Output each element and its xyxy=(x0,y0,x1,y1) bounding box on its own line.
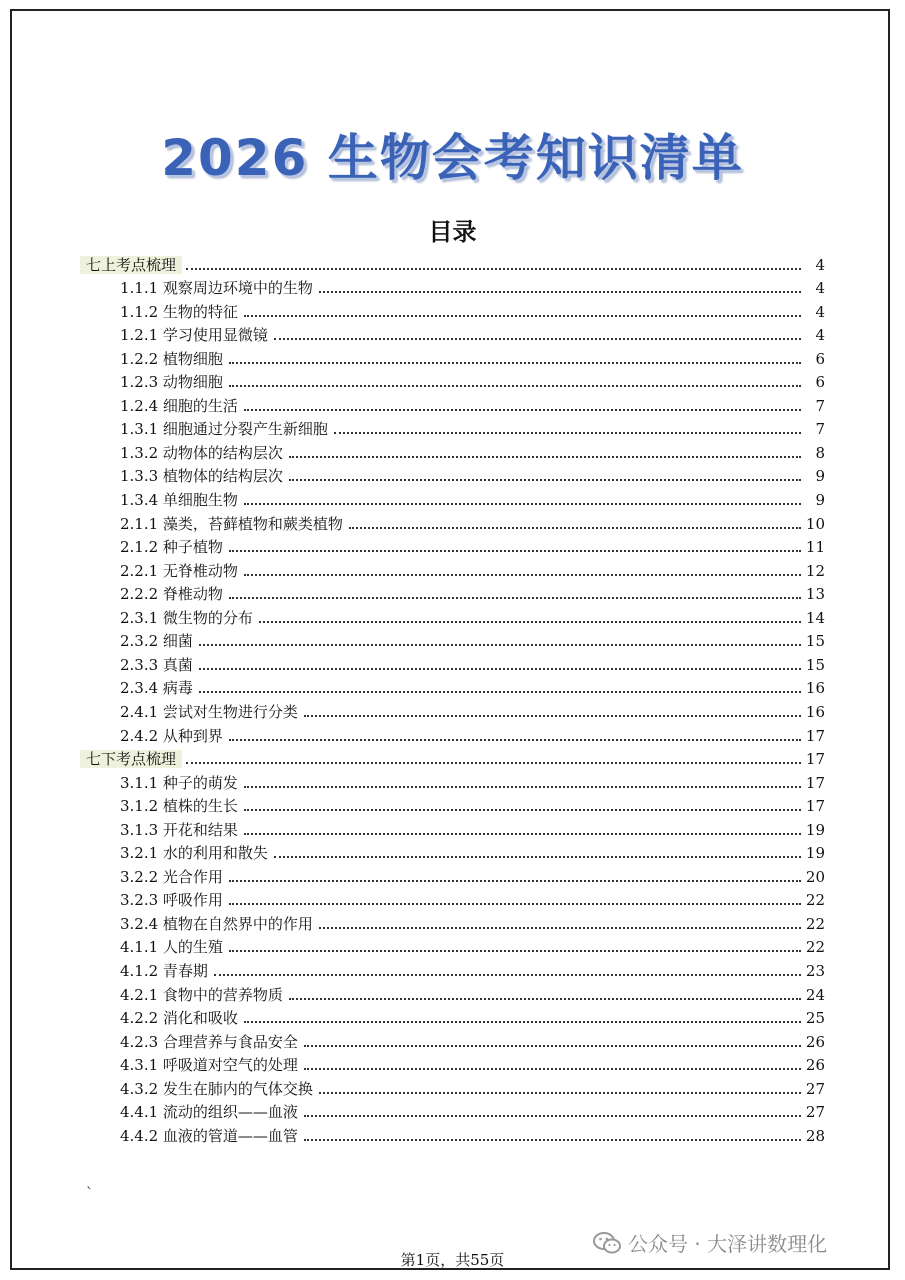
toc-entry-row[interactable] xyxy=(120,1121,825,1145)
dot-leader xyxy=(199,690,801,693)
toc-page-number: 19 xyxy=(805,844,825,863)
toc-page-number: 7 xyxy=(815,396,825,415)
toc-entry-label: 2.3.1 微生物的分布 xyxy=(120,608,253,627)
toc-entry-row[interactable] xyxy=(120,627,825,651)
dot-leader xyxy=(304,1044,801,1047)
document-title: 2026 生物会考知识清单 xyxy=(161,129,744,187)
toc-entry-row[interactable] xyxy=(120,1004,825,1028)
toc-entry-label: 2.2.2 脊椎动物 xyxy=(120,585,223,604)
toc-page-number: 10 xyxy=(805,514,825,533)
toc-entry-row[interactable] xyxy=(120,391,825,415)
dot-leader xyxy=(186,761,801,764)
toc-entry-label: 4.4.1 流动的组织——血液 xyxy=(120,1103,298,1122)
toc-section-row[interactable] xyxy=(80,745,825,769)
toc-entry-label: 4.2.3 合理营养与食品安全 xyxy=(120,1032,298,1051)
toc-page-number: 22 xyxy=(805,891,825,910)
toc-entry-row[interactable] xyxy=(120,862,825,886)
toc-entry-row[interactable] xyxy=(120,533,825,557)
dot-leader xyxy=(229,879,801,882)
dot-leader xyxy=(304,1138,801,1141)
toc-entry-label: 1.2.2 植物细胞 xyxy=(120,349,223,368)
toc-entry-label: 2.4.1 尝试对生物进行分类 xyxy=(120,702,298,721)
toc-entry-label: 2.2.1 无脊椎动物 xyxy=(120,561,238,580)
toc-page-number: 17 xyxy=(805,797,825,816)
toc-page-number: 26 xyxy=(805,1056,825,1075)
toc-entry-row[interactable] xyxy=(120,721,825,745)
toc-page-number: 17 xyxy=(805,750,825,769)
toc-page-number: 11 xyxy=(805,538,825,557)
toc-entry-label: 1.2.4 细胞的生活 xyxy=(120,396,238,415)
toc-entry-row[interactable] xyxy=(120,486,825,510)
toc-page-number: 14 xyxy=(805,608,825,627)
dot-leader xyxy=(244,1020,801,1023)
dot-leader xyxy=(319,290,801,293)
toc-entry-row[interactable] xyxy=(120,886,825,910)
toc-entry-label: 1.1.1 观察周边环境中的生物 xyxy=(120,279,313,298)
toc-entry-row[interactable] xyxy=(120,957,825,981)
toc-page-number: 7 xyxy=(815,420,825,439)
dot-leader xyxy=(229,738,801,741)
toc-entry-label: 3.1.1 种子的萌发 xyxy=(120,773,238,792)
toc-page-number: 9 xyxy=(815,491,825,509)
toc-entry-label: 3.2.2 光合作用 xyxy=(120,867,223,886)
dot-leader xyxy=(319,1091,801,1094)
toc-entry-label: 3.2.1 水的利用和散失 xyxy=(120,844,268,863)
toc-section-row[interactable] xyxy=(80,250,825,274)
toc-page-number: 16 xyxy=(805,702,825,721)
toc-page-number: 9 xyxy=(815,467,825,486)
toc-entry-row[interactable] xyxy=(120,768,825,792)
toc-entry-label: 1.2.3 动物细胞 xyxy=(120,373,223,392)
dot-leader xyxy=(304,1067,801,1070)
dot-leader xyxy=(229,902,801,905)
toc-page-number: 6 xyxy=(815,349,825,368)
dot-leader xyxy=(229,361,801,364)
toc-entry-label: 1.3.2 动物体的结构层次 xyxy=(120,443,283,462)
toc-entry-label: 1.3.3 植物体的结构层次 xyxy=(120,467,283,486)
dot-leader xyxy=(244,502,801,505)
toc-entry-label: 1.3.4 单细胞生物 xyxy=(120,491,238,509)
toc-page-number: 13 xyxy=(805,585,825,604)
dot-leader xyxy=(186,267,801,270)
toc-entry-label: 3.1.2 植株的生长 xyxy=(120,797,238,816)
toc-page-number: 17 xyxy=(805,726,825,745)
dot-leader xyxy=(334,431,801,434)
toc-page-number: 8 xyxy=(815,443,825,462)
toc-entry-label: 4.1.1 人的生殖 xyxy=(120,938,223,957)
toc-entry-row[interactable] xyxy=(120,980,825,1004)
toc-heading: 目录 xyxy=(428,218,477,246)
toc-entry-row[interactable] xyxy=(120,697,825,721)
dot-leader xyxy=(289,455,801,458)
page-footer: 第1页，共55页 xyxy=(400,1251,505,1269)
toc-entry-row[interactable] xyxy=(120,1098,825,1122)
toc-entry-label: 3.2.3 呼吸作用 xyxy=(120,891,223,910)
toc-entry-label: 1.1.2 生物的特征 xyxy=(120,302,238,321)
dot-leader xyxy=(319,926,801,929)
dot-leader xyxy=(289,997,801,1000)
toc-entry-row[interactable] xyxy=(120,344,825,368)
toc-entry-row[interactable] xyxy=(120,438,825,462)
toc-entry-label: 4.4.2 血液的管道——血管 xyxy=(120,1126,298,1145)
dot-leader xyxy=(274,337,801,340)
toc-entry-row[interactable] xyxy=(120,1074,825,1098)
toc-page-number: 22 xyxy=(805,914,825,933)
toc-page-number: 17 xyxy=(805,773,825,792)
toc-entry-row[interactable] xyxy=(120,650,825,674)
dot-leader xyxy=(349,526,801,529)
toc-page-number: 15 xyxy=(805,655,825,674)
toc-entry-row[interactable] xyxy=(120,321,825,345)
toc-entry-label: 七上考点梳理 xyxy=(80,256,182,274)
toc-entry-label: 3.2.4 植物在自然界中的作用 xyxy=(120,914,313,933)
dot-leader xyxy=(229,596,801,599)
toc-entry-row[interactable] xyxy=(120,1027,825,1051)
toc-entry-row[interactable] xyxy=(120,415,825,439)
toc-entry-label: 4.3.2 发生在肺内的气体交换 xyxy=(120,1079,313,1098)
toc-page-number: 12 xyxy=(805,561,825,580)
toc-entry-row[interactable] xyxy=(120,909,825,933)
toc-entry-row[interactable] xyxy=(120,580,825,604)
toc-entry-row[interactable] xyxy=(120,603,825,627)
toc-page-number: 27 xyxy=(805,1079,825,1098)
dot-leader xyxy=(304,1114,801,1117)
dot-leader xyxy=(244,573,801,576)
toc-entry-row[interactable] xyxy=(120,933,825,957)
toc-entry-row[interactable] xyxy=(120,368,825,392)
toc-page-number: 24 xyxy=(805,985,825,1004)
toc-entry-row[interactable] xyxy=(120,274,825,298)
dot-leader xyxy=(229,949,801,952)
toc-page-number: 6 xyxy=(815,373,825,392)
toc-entry-row[interactable] xyxy=(120,509,825,533)
toc-entry-row[interactable] xyxy=(120,839,825,863)
dot-leader xyxy=(244,832,801,835)
toc-page-number: 25 xyxy=(805,1009,825,1028)
toc-entry-label: 七下考点梳理 xyxy=(80,750,182,768)
dot-leader xyxy=(244,808,801,811)
toc-entry-label: 2.4.2 从种到界 xyxy=(120,726,223,745)
dot-leader xyxy=(214,973,801,976)
toc-entry-row[interactable] xyxy=(120,462,825,486)
toc-entry-label: 2.1.2 种子植物 xyxy=(120,538,223,557)
toc-page-number: 23 xyxy=(805,962,825,980)
toc-page-number: 19 xyxy=(805,820,825,839)
toc-entry-label: 3.1.3 开花和结果 xyxy=(120,820,238,839)
dot-leader xyxy=(229,549,801,552)
dot-leader xyxy=(244,314,801,317)
toc-entry-label: 4.3.1 呼吸道对空气的处理 xyxy=(120,1056,298,1075)
toc-page-number: 4 xyxy=(815,302,825,321)
toc-entry-label: 2.3.3 真菌 xyxy=(120,655,193,674)
toc-entry-row[interactable] xyxy=(120,792,825,816)
toc-entry-label: 4.2.2 消化和吸收 xyxy=(120,1009,238,1028)
toc-entry-row[interactable] xyxy=(120,674,825,698)
toc-entry-label: 4.1.2 青春期 xyxy=(120,962,208,980)
stray-mark: ` xyxy=(86,1186,93,1202)
watermark-text: 公众号 · 大泽讲数理化 xyxy=(628,1232,828,1256)
toc-entry-label: 2.3.4 病毒 xyxy=(120,679,193,698)
dot-leader xyxy=(304,714,801,717)
toc-page-number: 28 xyxy=(805,1126,825,1145)
dot-leader xyxy=(229,384,801,387)
toc-entry-row[interactable] xyxy=(120,1051,825,1075)
dot-leader xyxy=(274,855,801,858)
toc-page-number: 20 xyxy=(805,867,825,886)
toc-entry-label: 4.2.1 食物中的营养物质 xyxy=(120,985,283,1004)
toc-entry-label: 2.1.1 藻类，苔藓植物和蕨类植物 xyxy=(120,514,343,533)
toc-entry-label: 1.3.1 细胞通过分裂产生新细胞 xyxy=(120,420,328,439)
toc-page-number: 26 xyxy=(805,1032,825,1051)
toc-entry-row[interactable] xyxy=(120,815,825,839)
dot-leader xyxy=(244,408,801,411)
toc-page-number: 16 xyxy=(805,679,825,698)
toc-page-number: 15 xyxy=(805,632,825,651)
dot-leader xyxy=(289,478,801,481)
dot-leader xyxy=(199,643,801,646)
toc-page-number: 4 xyxy=(815,326,825,345)
toc-entry-label: 2.3.2 细菌 xyxy=(120,632,193,651)
toc-page-number: 4 xyxy=(815,255,825,274)
toc-entry-label: 1.2.1 学习使用显微镜 xyxy=(120,326,268,345)
toc-entry-row[interactable] xyxy=(120,556,825,580)
toc-page-number: 27 xyxy=(805,1103,825,1122)
dot-leader xyxy=(244,785,801,788)
toc-page-number: 4 xyxy=(815,279,825,298)
dot-leader xyxy=(259,620,801,623)
dot-leader xyxy=(199,667,801,670)
toc-page-number: 22 xyxy=(805,938,825,957)
toc-entry-row[interactable] xyxy=(120,297,825,321)
